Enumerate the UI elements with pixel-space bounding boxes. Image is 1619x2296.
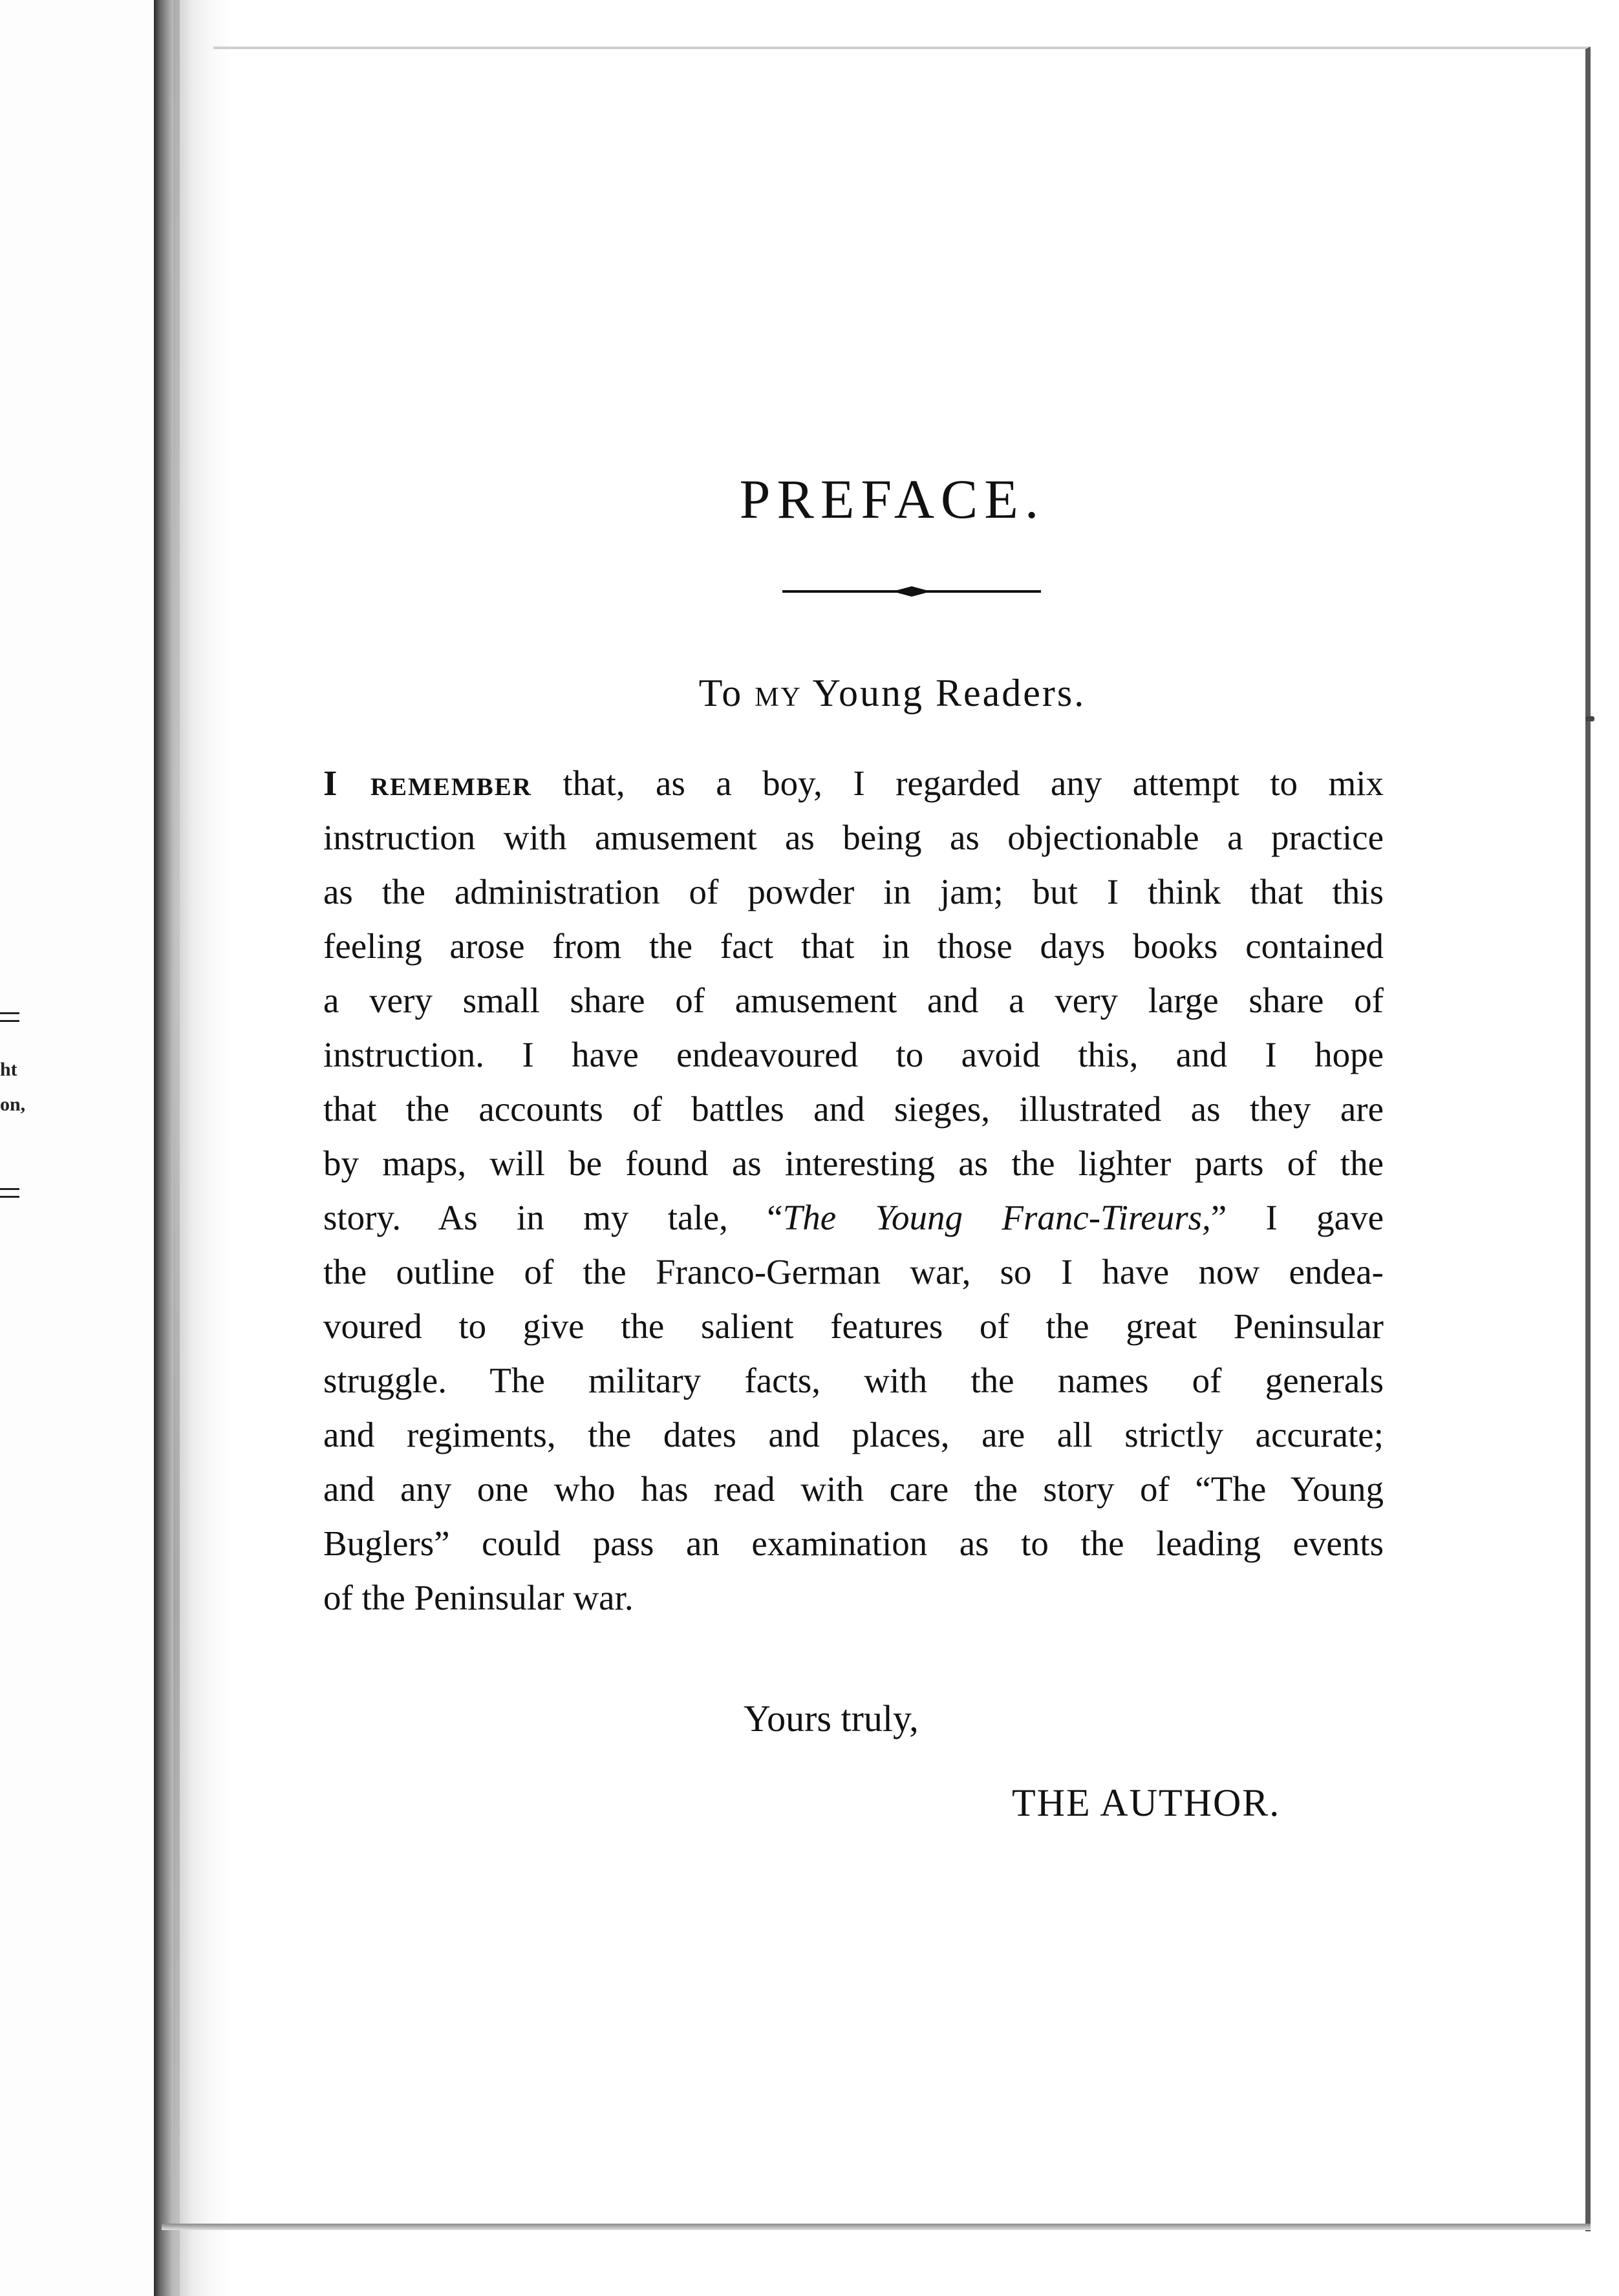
- page-edge-text: ht: [0, 1059, 17, 1080]
- body-line: feeling arose from the fact that in those days books contained: [323, 926, 1384, 966]
- body-line: [323, 756, 1384, 811]
- page-title: PREFACE.: [739, 468, 1045, 530]
- closing-salutation: Yours truly,: [744, 1697, 919, 1739]
- body-line: that the accounts of battles and sieges, illustrated as they are: [323, 1089, 1384, 1129]
- body-line: voured to give the salient features of the great Peninsular: [323, 1306, 1384, 1346]
- body-line-text: ” I gave: [1210, 1198, 1384, 1237]
- opening-caps: I remember: [323, 763, 532, 803]
- previous-page-fragment: [0, 0, 154, 2296]
- body-line: [323, 1191, 1384, 1245]
- body-line: as the administration of powder in jam; but I think that this: [323, 872, 1384, 911]
- page-rule: [0, 1188, 19, 1190]
- body-line: and any one who has read with care the story of “The Young: [323, 1469, 1384, 1509]
- body-line: by maps, will be found as interesting as the lighter parts of the: [323, 1143, 1384, 1183]
- subtitle-word: Readers.: [936, 672, 1086, 714]
- body-line: the outline of the Franco-German war, so I have now endea-: [323, 1252, 1384, 1292]
- body-line-text: that, as a boy, I regarded any attempt to mix: [563, 763, 1384, 803]
- page-edge-text: on,: [0, 1094, 26, 1115]
- page-speck: [1585, 716, 1594, 721]
- page-bottom-edge: [162, 2224, 1591, 2230]
- subtitle-word: To: [698, 672, 744, 714]
- body-line: instruction. I have endeavoured to avoid this, and I hope: [323, 1035, 1384, 1074]
- body-line: struggle. The military facts, with the names of generals: [323, 1361, 1384, 1400]
- book-title-reference: The Young Franc-Tireurs,: [782, 1198, 1211, 1237]
- body-line: of the Peninsular war.: [323, 1578, 634, 1617]
- page-rule: [0, 1196, 19, 1198]
- subtitle-word: my: [755, 672, 802, 714]
- page-subtitle: [297, 671, 1397, 716]
- body-line: a very small share of amusement and a very large share of: [323, 981, 1384, 1020]
- body-line: Buglers” could pass an examination as to the leading events: [323, 1524, 1384, 1563]
- body-line: instruction with amusement as being as objectionable a practice: [323, 818, 1384, 857]
- subtitle-word: Young: [812, 672, 924, 714]
- ornament-divider-icon: [782, 582, 1041, 601]
- preface-body: [323, 756, 1384, 1625]
- body-line: and regiments, the dates and places, are all strictly accurate;: [323, 1415, 1384, 1454]
- body-line-text: story. As in my tale, “: [323, 1198, 783, 1237]
- page-rule: [0, 1012, 19, 1014]
- author-signature: THE AUTHOR.: [1012, 1781, 1281, 1824]
- page-rule: [0, 1020, 19, 1022]
